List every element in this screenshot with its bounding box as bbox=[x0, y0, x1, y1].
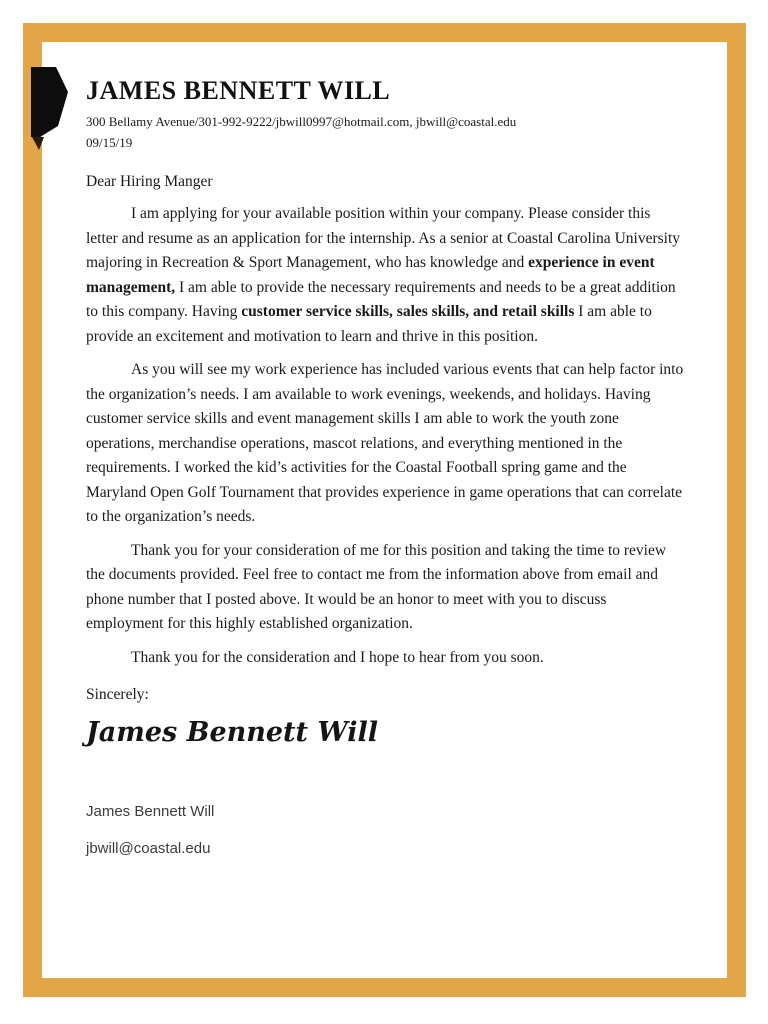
contact-line: 300 Bellamy Avenue/301-992-9222/jbwill0997@hotmail.com, jbwill@coastal.edu bbox=[86, 114, 517, 129]
salutation: Dear Hiring Manger bbox=[86, 173, 213, 190]
signature-script: James Bennett Will bbox=[86, 717, 379, 748]
date-line: 09/15/19 bbox=[86, 135, 133, 150]
typed-email: jbwill@coastal.edu bbox=[86, 840, 211, 857]
letter-content bbox=[86, 76, 686, 859]
typed-name: James Bennett Will bbox=[86, 803, 215, 820]
bookmark-ribbon-icon bbox=[29, 66, 69, 156]
letter-paragraph: Thank you for the consideration and I hope to hear from you soon. bbox=[131, 648, 544, 666]
closing: Sincerely: bbox=[86, 686, 149, 703]
letter-paragraph: Thank you for your consideration of me for this position and taking the time to review the documents provided. Feel free to contact me from the information above from email and phone number that I posted above. It would be an honor to meet with you to discuss employment for this highly established organization. bbox=[86, 541, 667, 632]
applicant-name-heading: JAMES BENNETT WILL bbox=[86, 76, 391, 105]
letter-body bbox=[86, 202, 686, 670]
letter-paragraph: I am applying for your available position within your company. Please consider this letter and resume as an application for the internship. As a senior at Coastal Carolina University majoring in Recreation & Sport Management, who has knowledge and experience in event management, I am able to provide the necessary requirements and needs to be a great addition to this company. Having customer service skills, sales skills, and retail skills I am able to provide an excitement and motivation to learn and thrive in this position. bbox=[86, 205, 681, 345]
letter-paragraph: As you will see my work experience has included various events that can help factor into the organization’s needs. I am available to work evenings, weekends, and holidays. Having customer service skills and event management skills I am able to work the youth zone operations, merchandise operations, mascot relations, and everything mentioned in the requirements. I worked the kid’s activities for the Coastal Football spring game and the Maryland Open Golf Tournament that provides experience in game operations that can correlate to the organization’s needs. bbox=[86, 361, 684, 525]
